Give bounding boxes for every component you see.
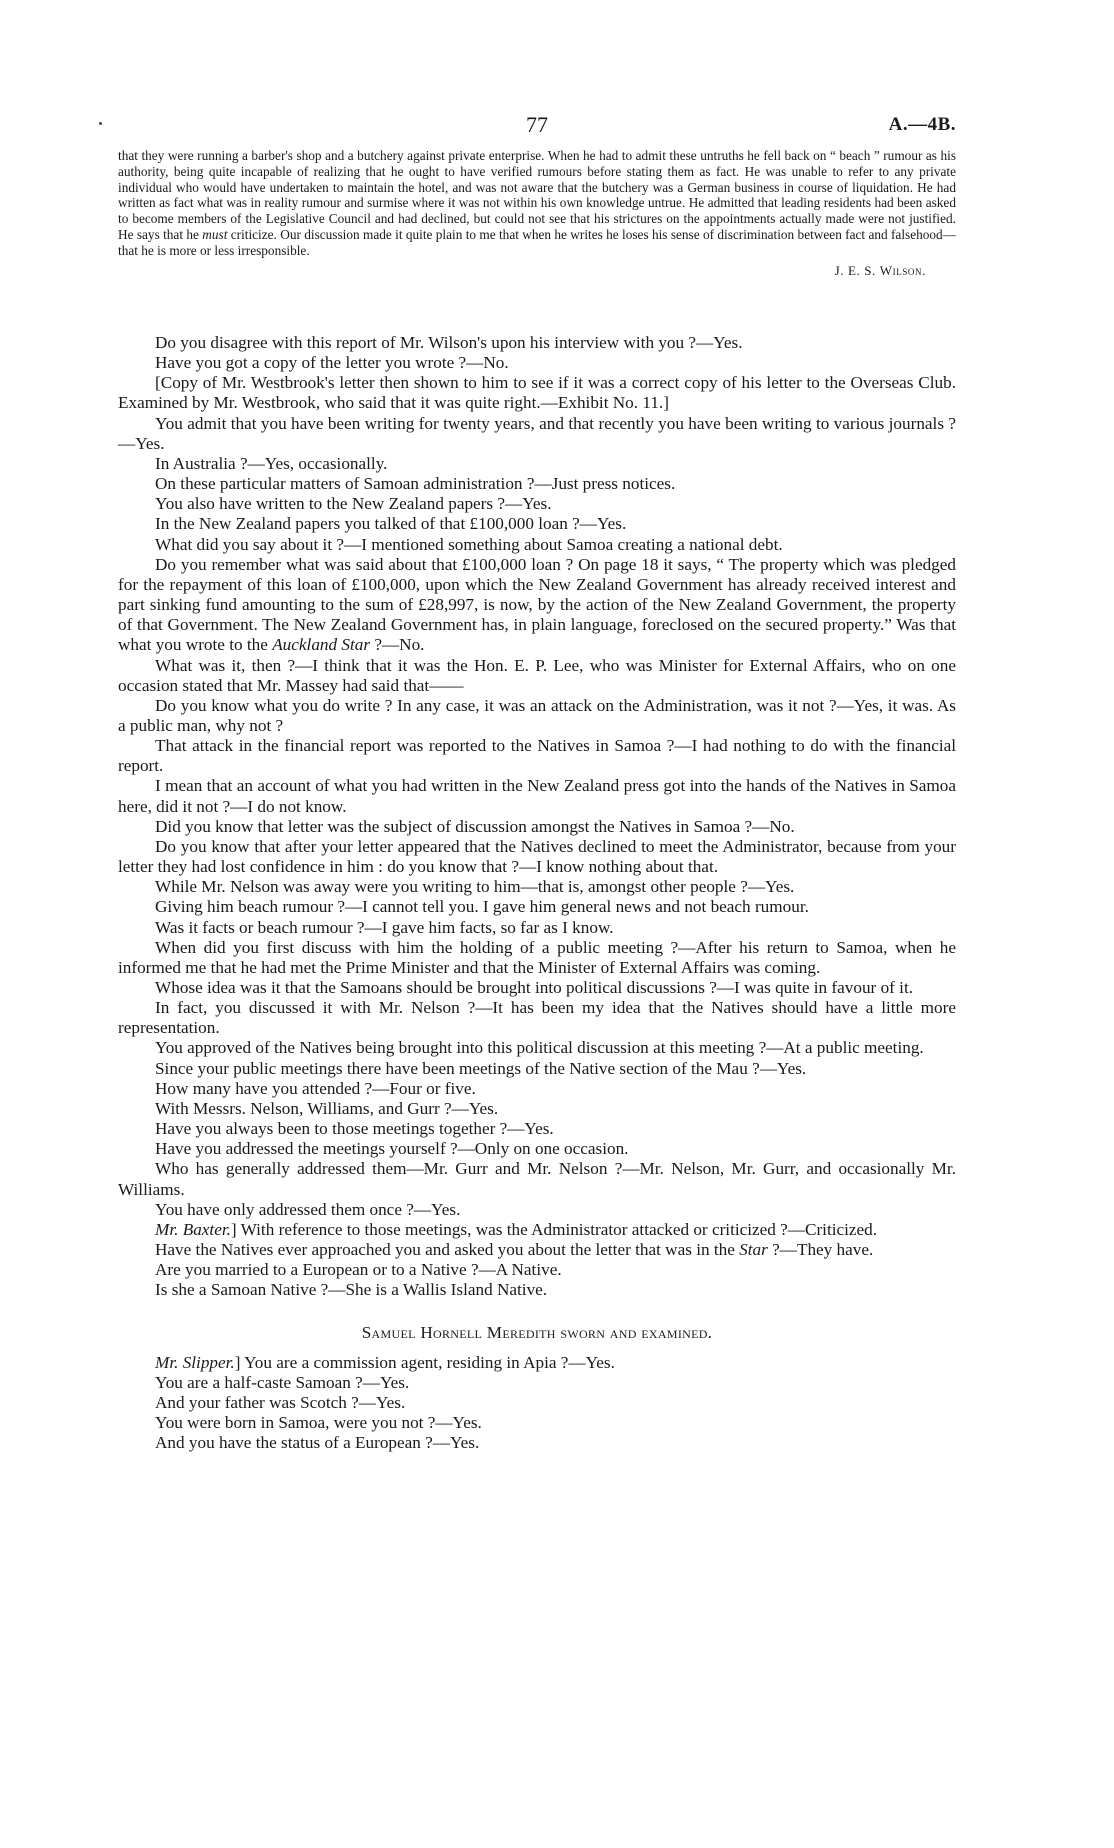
speaker-name: Mr. Slipper. <box>155 1352 235 1372</box>
wilson-report <box>118 148 956 278</box>
qa-line: Have you addressed the meetings yourself ?—Only on one occasion. <box>155 1139 629 1159</box>
qa-line: Mr. Slipper.] You are a commission agent, residing in Apia ?—Yes. <box>155 1352 615 1372</box>
newspaper-title: Star <box>739 1240 768 1260</box>
qa-line: Did you know that letter was the subject of discussion amongst the Natives in Samoa ?—No. <box>155 816 795 836</box>
qa-line: Is she a Samoan Native ?—She is a Wallis Island Native. <box>155 1280 548 1300</box>
qa-line: Since your public meetings there have been meetings of the Native section of the Mau ?—Yes. <box>155 1058 807 1078</box>
qa-line: You admit that you have been writing for twenty years, and that recently you have been writing to various journals ?—Yes. <box>118 413 956 453</box>
qa-line: Was it facts or beach rumour ?—I gave him facts, so far as I know. <box>155 917 614 937</box>
qa-line: [Copy of Mr. Westbrook's letter then shown to him to see if it was a correct copy of his letter to the Overseas Club. Examined by Mr. Westbrook, who said that it was quite right.—Exhibit No. 11.] <box>118 373 956 413</box>
report-paragraph: that they were running a barber's shop and a butchery against private enterprise. When he had to admit these untruths he fell back on “ beach ” rumour as his authority, being quite incapable of realizing that he ought to have verified rumours before stating them as fact. He was unable to refer to any private individual who would have undertaken to maintain the hotel, and was not aware that the butchery was a German business in course of liquidation. He had written as fact what was in reality rumour and surmise where it was not within his own knowledge untrue. He admitted that leading residents had been asked to become members of the Legislative Council and had declined, but could not see that his strictures on the appointments actually made were not justified. He says that he must criticize. Our discussion made it quite plain to me that when he writes he loses his sense of discrimination between fact and falsehood—that he is more or less irresponsible. <box>118 148 956 258</box>
qa-line: In Australia ?—Yes, occasionally. <box>155 453 388 473</box>
qa-line: Do you know that after your letter appeared that the Natives declined to meet the Administrator, because from your letter they had lost confidence in him : do you know that ?—I know nothing about that. <box>118 836 956 877</box>
qa-line: Who has generally addressed them—Mr. Gurr and Mr. Nelson ?—Mr. Nelson, Mr. Gurr, and occasionally Mr. Williams. <box>118 1159 956 1199</box>
qa-line: While Mr. Nelson was away were you writing to him—that is, amongst other people ?—Yes. <box>155 877 795 897</box>
qa-line: That attack in the financial report was reported to the Natives in Samoa ?—I had nothing to do with the financial report. <box>118 736 956 776</box>
qa-line: What did you say about it ?—I mentioned something about Samoa creating a national debt. <box>155 534 783 554</box>
qa-line: You approved of the Natives being brought into this political discussion at this meeting ?—At a public meeting. <box>155 1038 924 1058</box>
qa-line: In fact, you discussed it with Mr. Nelson ?—It has been my idea that the Natives should have a little more representation. <box>118 998 956 1038</box>
qa-line: What was it, then ?—I think that it was the Hon. E. P. Lee, who was Minister for External Affairs, who on one occasion stated that Mr. Massey had said that—— <box>118 655 956 695</box>
qa-line: You also have written to the New Zealand papers ?—Yes. <box>155 494 552 514</box>
qa-line: You are a half-caste Samoan ?—Yes. <box>155 1372 410 1392</box>
page-number: 77 <box>526 112 548 137</box>
qa-line: Have you always been to those meetings together ?—Yes. <box>155 1119 554 1139</box>
report-signature: J. E. S. Wilson. <box>834 262 926 278</box>
qa-line: You were born in Samoa, were you not ?—Yes. <box>155 1413 482 1433</box>
qa-line: How many have you attended ?—Four or five. <box>155 1078 476 1098</box>
document-page <box>118 0 956 1848</box>
qa-line: I mean that an account of what you had written in the New Zealand press got into the hands of the Natives in Samoa here, did it not ?—I do not know. <box>118 776 956 816</box>
examination-transcript <box>118 333 956 1453</box>
qa-line: Are you married to a European or to a Native ?—A Native. <box>155 1260 562 1280</box>
qa-line: And your father was Scotch ?—Yes. <box>155 1392 406 1412</box>
qa-line: With Messrs. Nelson, Williams, and Gurr ?—Yes. <box>155 1098 499 1118</box>
qa-line: In the New Zealand papers you talked of that £100,000 loan ?—Yes. <box>155 514 627 534</box>
qa-line: Do you disagree with this report of Mr. Wilson's upon his interview with you ?—Yes. <box>155 333 743 352</box>
qa-line: When did you first discuss with him the holding of a public meeting ?—After his return to Samoa, when he informed me that he had met the Prime Minister and that the Minister of External Affairs was coming. <box>118 937 956 977</box>
speaker-name: Mr. Baxter. <box>155 1219 231 1239</box>
qa-line: Giving him beach rumour ?—I cannot tell you. I gave him general news and not beach rumour. <box>155 897 809 917</box>
qa-line: On these particular matters of Samoan administration ?—Just press notices. <box>155 474 676 494</box>
scan-speck <box>99 122 102 125</box>
document-reference: A.—4B. <box>888 114 956 135</box>
qa-line: Have you got a copy of the letter you wrote ?—No. <box>155 353 509 373</box>
qa-line: Have the Natives ever approached you and asked you about the letter that was in the Star ?—They have. <box>155 1240 874 1260</box>
qa-line: And you have the status of a European ?—Yes. <box>155 1433 480 1453</box>
qa-line: Whose idea was it that the Samoans should be brought into political discussions ?—I was quite in favour of it. <box>155 978 914 997</box>
emphasis: must <box>202 226 228 242</box>
newspaper-title: Auckland Star <box>272 635 371 655</box>
section-heading: Samuel Hornell Meredith sworn and examined. <box>361 1322 713 1342</box>
qa-line: Do you know what you do write ? In any case, it was an attack on the Administration, was it not ?—Yes, it was. As a public man, why not ? <box>118 695 956 735</box>
qa-line: Do you remember what was said about that £100,000 loan ? On page 18 it says, “ The property which was pledged for the repayment of this loan of £100,000, upon which the New Zealand Government has already received interest and part sinking fund amounting to the sum of £28,997, is now, by the action of the New Zealand Government, the property of that Government. The New Zealand Government has, in plain language, foreclosed on the secured property.” Was that what you wrote to the Auckland Star ?—No. <box>118 554 956 655</box>
qa-line: You have only addressed them once ?—Yes. <box>155 1199 461 1219</box>
qa-line: Mr. Baxter.] With reference to those meetings, was the Administrator attacked or criticized ?—Criticized. <box>155 1219 878 1239</box>
